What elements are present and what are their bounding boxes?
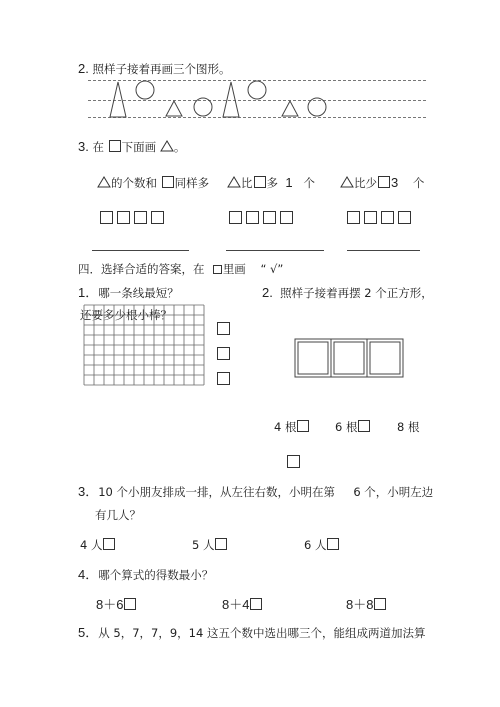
s4q4-option-3[interactable]: 8＋8 (346, 598, 387, 612)
square-icon (364, 211, 377, 224)
circle-shape (308, 98, 326, 116)
square-icon (280, 211, 293, 224)
stick-square (334, 342, 364, 374)
square-icon (381, 211, 394, 224)
tall-triangle-shape (110, 82, 126, 117)
q3-middle: 下面画 (121, 140, 157, 154)
answer-checkbox[interactable] (374, 598, 386, 610)
square-icon (151, 211, 164, 224)
s4q3-option-1[interactable]: 4 人 (80, 538, 116, 552)
square-icon (229, 211, 242, 224)
square-icon (109, 140, 121, 152)
small-triangle-shape (166, 101, 182, 116)
s4q2-option-3[interactable]: 8 根 (397, 420, 420, 434)
square-icon (117, 211, 130, 224)
q2-text: 照样子接着再画三个图形。 (92, 62, 231, 76)
answer-checkbox[interactable] (103, 538, 115, 550)
q3-col2-prompt: 比 多 1 个 (227, 176, 315, 190)
stick-square (298, 342, 328, 374)
stick-square (367, 339, 403, 377)
square-icon (254, 176, 266, 188)
s4q2-option-1[interactable]: 4 根 (274, 420, 310, 434)
answer-checkbox[interactable] (358, 420, 370, 432)
s4q4-option-1[interactable]: 8＋6 (96, 598, 137, 612)
q3-answer-line-2[interactable] (226, 250, 324, 251)
q3-suffix: 。 (173, 140, 186, 154)
square-icon (378, 176, 390, 188)
stick-squares-figure (292, 336, 412, 386)
answer-checkbox[interactable] (217, 322, 230, 335)
s4q3-question: 3．10 个小朋友排成一排，从左往右数，小明在第 6 个，小明左边 (78, 484, 434, 499)
s4q2-question: 2. 照样子接着再摆 2 个正方形， (262, 285, 433, 300)
q3-col1-squares (100, 209, 168, 228)
small-triangle-shape (282, 101, 298, 116)
answer-checkbox[interactable] (217, 347, 230, 360)
triangle-icon (340, 176, 354, 188)
q3-number: 3. (78, 139, 89, 154)
s4q2-option-2[interactable]: 6 根 (335, 420, 371, 434)
s4q5-question: 5．从 5，7，7，9，14 这五个数中选出哪三个，能组成两道加法算 (78, 625, 426, 640)
answer-checkbox[interactable] (297, 420, 309, 432)
triangle-icon (97, 176, 111, 188)
answer-checkbox[interactable] (250, 598, 262, 610)
s4q3-line2: 有几人？ (95, 508, 141, 522)
circle-shape (194, 98, 212, 116)
q3-prefix: 在 (92, 140, 104, 154)
q3-answer-line-3[interactable] (347, 250, 420, 251)
shape-pattern (0, 0, 500, 140)
q3-question (78, 140, 185, 154)
triangle-icon (160, 140, 174, 152)
answer-checkbox[interactable] (327, 538, 339, 550)
s4q3-option-2[interactable]: 5 人 (192, 538, 228, 552)
triangle-icon (227, 176, 241, 188)
square-icon (162, 176, 174, 188)
answer-checkbox[interactable] (217, 372, 230, 385)
s4q1-question: 1．哪一条线最短？ (78, 285, 179, 300)
q3-col1-prompt: 的个数和 同样多 (97, 176, 209, 190)
stick-square (331, 339, 367, 377)
answer-checkbox[interactable] (287, 455, 300, 468)
q3-answer-line-1[interactable] (92, 250, 189, 251)
s4q4-option-2[interactable]: 8＋4 (222, 598, 263, 612)
answer-checkbox[interactable] (124, 598, 136, 610)
stick-square (370, 342, 400, 374)
s4q2-continuation: 还要多少根小棒？ (80, 308, 172, 322)
square-icon (398, 211, 411, 224)
tall-triangle-shape (223, 82, 239, 117)
q3-col3-squares (347, 209, 415, 228)
line-grid-figure (84, 305, 214, 385)
square-icon (263, 211, 276, 224)
square-icon (246, 211, 259, 224)
q3-col3-prompt: 比少 3 个 (340, 176, 424, 190)
s4q3-option-3[interactable]: 6 人 (304, 538, 340, 552)
answer-checkbox[interactable] (215, 538, 227, 550)
s4q1-options (217, 322, 234, 385)
square-icon (347, 211, 360, 224)
q3-col2-squares (229, 209, 297, 228)
s4q4-question: 4．哪个算式的得数最小？ (78, 567, 214, 582)
section4-heading: 四．选择合适的答案，在 里画 “ √” (78, 262, 284, 276)
square-icon (213, 265, 222, 274)
square-icon (134, 211, 147, 224)
q2-number: 2. (78, 61, 89, 76)
circle-shape (136, 81, 154, 99)
square-icon (100, 211, 113, 224)
circle-shape (248, 81, 266, 99)
stick-square (295, 339, 331, 377)
